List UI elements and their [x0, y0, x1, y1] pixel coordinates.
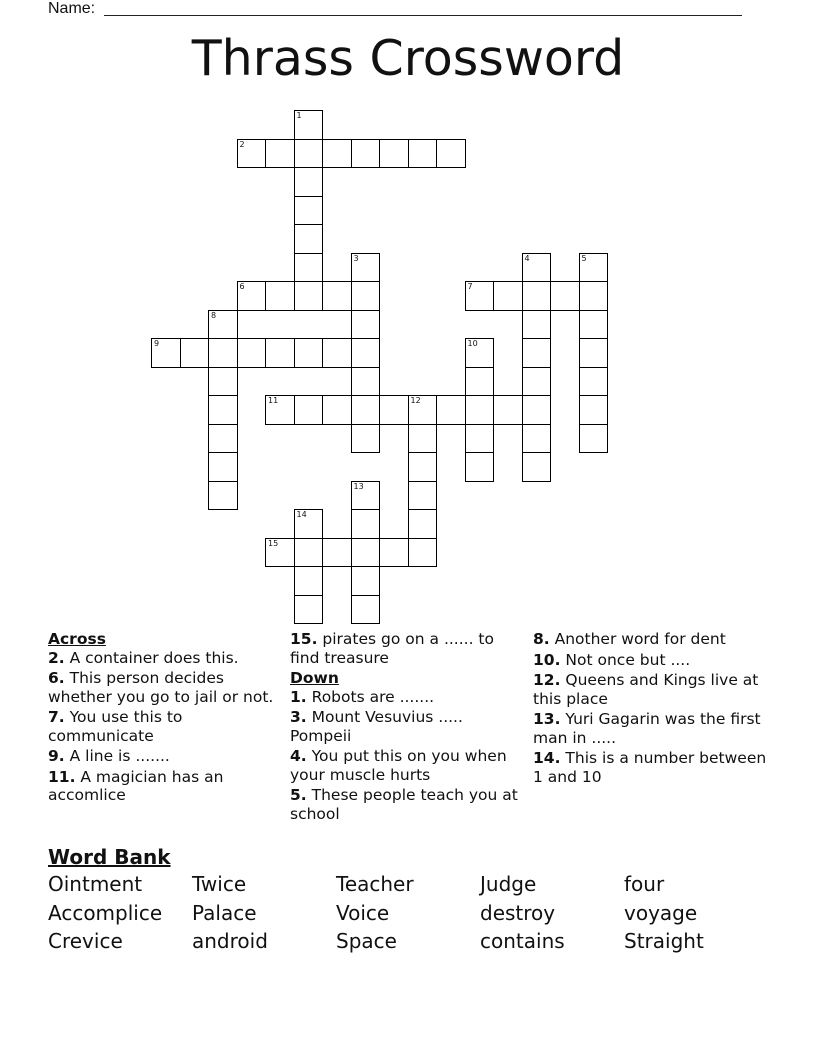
crossword-cell[interactable]: [294, 224, 324, 254]
crossword-cell[interactable]: [379, 139, 409, 169]
page-title: Thrass Crossword: [191, 30, 625, 87]
crossword-cell[interactable]: [351, 595, 381, 625]
cell-number: 13: [353, 481, 364, 491]
cell-number: 7: [467, 282, 473, 291]
clue-down-4: [290, 747, 520, 784]
across-heading: Across: [48, 630, 106, 648]
crossword-cell[interactable]: [151, 338, 181, 368]
crossword-cell[interactable]: [522, 395, 552, 425]
clue-text: This is a number between 1 and 10: [533, 749, 767, 786]
crossword-cell[interactable]: [579, 310, 609, 340]
clue-number: 14.: [533, 749, 561, 767]
crossword-cell[interactable]: [265, 538, 295, 568]
clue-across-15: [290, 630, 520, 667]
clue-text: Mount Vesuvius ..... Pompeii: [290, 708, 463, 745]
crossword-cell[interactable]: [237, 281, 267, 311]
clue-text: These people teach you at school: [290, 786, 518, 823]
crossword-cell[interactable]: [208, 395, 238, 425]
name-label: Name:: [48, 0, 96, 17]
crossword-cell[interactable]: [436, 395, 466, 425]
crossword-cell[interactable]: [351, 281, 381, 311]
cell-number: 2: [239, 139, 245, 149]
crossword-cell[interactable]: [465, 367, 495, 397]
crossword-cell[interactable]: [493, 395, 523, 425]
crossword-cell[interactable]: [522, 424, 552, 454]
clue-text: A line is .......: [69, 747, 170, 765]
crossword-cell[interactable]: [294, 281, 324, 311]
clue-across-6: [48, 669, 278, 706]
crossword-cell[interactable]: [522, 452, 552, 482]
crossword-cell[interactable]: [208, 310, 238, 340]
word-bank-item: Palace: [192, 901, 257, 925]
clue-across-11: [48, 768, 278, 805]
crossword-cell[interactable]: [550, 281, 580, 311]
crossword-cell[interactable]: [351, 310, 381, 340]
crossword-cell[interactable]: [351, 424, 381, 454]
crossword-cell[interactable]: [294, 196, 324, 226]
crossword-cell[interactable]: [294, 110, 324, 140]
clue-number: 5.: [290, 786, 307, 804]
crossword-cell[interactable]: [465, 338, 495, 368]
clue-text: Queens and Kings live at this place: [533, 671, 759, 708]
clue-number: 4.: [290, 747, 307, 765]
crossword-cell[interactable]: [522, 310, 552, 340]
crossword-cell[interactable]: [208, 452, 238, 482]
clue-number: 1.: [290, 687, 307, 706]
clue-text: You use this to communicate: [48, 708, 183, 745]
crossword-cell[interactable]: [294, 139, 324, 169]
crossword-cell[interactable]: [294, 509, 324, 539]
crossword-cell[interactable]: [408, 452, 438, 482]
crossword-cell[interactable]: [351, 338, 381, 368]
clue-number: 6.: [48, 669, 65, 687]
crossword-cell[interactable]: [208, 481, 238, 511]
word-bank-item: voyage: [624, 901, 698, 925]
clue-number: 3.: [290, 708, 307, 726]
clue-down-10: [533, 651, 773, 670]
clue-down-1: [290, 688, 520, 707]
clues-column-2: [290, 630, 520, 825]
crossword-cell[interactable]: [208, 338, 238, 368]
clue-number: 10.: [533, 650, 561, 669]
clue-text: Yuri Gagarin was the first man in .....: [533, 710, 761, 747]
crossword-cell[interactable]: [408, 395, 438, 425]
cell-number: 4: [524, 253, 530, 263]
crossword-cell[interactable]: [322, 281, 352, 311]
clue-text: A container does this.: [69, 648, 239, 667]
word-bank-item: Accomplice: [48, 901, 163, 925]
crossword-cell[interactable]: [408, 538, 438, 568]
clue-down-12: [533, 671, 773, 708]
crossword-cell[interactable]: [351, 253, 381, 283]
crossword-cell[interactable]: [322, 538, 352, 568]
crossword-cell[interactable]: [237, 139, 267, 169]
crossword-cell[interactable]: [465, 424, 495, 454]
name-line[interactable]: [104, 15, 742, 16]
crossword-cell[interactable]: [180, 338, 210, 368]
cell-number: 9: [154, 339, 160, 348]
crossword-cell[interactable]: [493, 281, 523, 311]
word-bank-item: contains: [480, 929, 565, 953]
crossword-cell[interactable]: [408, 424, 438, 454]
crossword-cell[interactable]: [351, 509, 381, 539]
crossword-cell[interactable]: [408, 139, 438, 169]
crossword-cell[interactable]: [294, 167, 324, 197]
crossword-cell[interactable]: [465, 281, 495, 311]
clue-number: 13.: [533, 710, 561, 728]
clue-number: 2.: [48, 648, 65, 667]
crossword-cell[interactable]: [294, 595, 324, 625]
crossword-cell[interactable]: [579, 395, 609, 425]
crossword-cell[interactable]: [379, 538, 409, 568]
cell-number: 3: [353, 253, 359, 263]
clue-down-8: [533, 630, 773, 649]
crossword-cell[interactable]: [522, 338, 552, 368]
crossword-cell[interactable]: [294, 395, 324, 425]
word-bank-item: android: [192, 929, 268, 953]
crossword-cell[interactable]: [322, 395, 352, 425]
clue-number: 15.: [290, 630, 318, 648]
clue-text: You put this on you when your muscle hurts: [290, 747, 507, 784]
crossword-cell[interactable]: [465, 395, 495, 425]
cell-number: 15: [268, 538, 279, 548]
word-bank-item: four: [624, 872, 665, 896]
crossword-cell[interactable]: [436, 139, 466, 169]
clues-column-1: [48, 630, 278, 807]
crossword-cell[interactable]: [351, 395, 381, 425]
clue-across-9: [48, 747, 278, 766]
word-bank-item: Twice: [192, 872, 247, 896]
crossword-cell[interactable]: [208, 367, 238, 397]
clue-text: A magician has an accomlice: [48, 767, 224, 804]
crossword-cell[interactable]: [237, 338, 267, 368]
word-bank-item: Space: [336, 929, 397, 953]
crossword-cell[interactable]: [294, 566, 324, 596]
crossword-cell[interactable]: [294, 538, 324, 568]
clues-column-3: [533, 630, 773, 788]
clue-across-2: [48, 649, 278, 668]
crossword-cell[interactable]: [265, 139, 295, 169]
word-bank-item: destroy: [480, 901, 556, 925]
crossword-cell[interactable]: [408, 509, 438, 539]
crossword-cell[interactable]: [208, 424, 238, 454]
word-bank-item: Crevice: [48, 929, 123, 953]
word-bank-item: Straight: [624, 929, 704, 953]
clue-text: This person decides whether you go to jail or not.: [48, 669, 274, 706]
word-bank-item: Judge: [480, 872, 537, 896]
crossword-cell[interactable]: [351, 566, 381, 596]
clue-number: 7.: [48, 708, 65, 726]
clue-number: 12.: [533, 671, 561, 689]
crossword-cell[interactable]: [351, 139, 381, 169]
clue-across-7: [48, 708, 278, 745]
cell-number: 8: [211, 310, 217, 320]
cell-number: 6: [239, 282, 245, 291]
crossword-cell[interactable]: [265, 281, 295, 311]
clue-number: 9.: [48, 747, 65, 765]
crossword-cell[interactable]: [265, 338, 295, 368]
crossword-cell[interactable]: [579, 424, 609, 454]
clue-text: Not once but ....: [565, 650, 691, 669]
crossword-cell[interactable]: [322, 338, 352, 368]
clue-down-14: [533, 749, 773, 786]
down-heading: Down: [290, 669, 339, 687]
clue-down-5: [290, 786, 520, 823]
cell-number: 11: [268, 396, 279, 405]
word-bank-heading: Word Bank: [48, 845, 171, 869]
cell-number: 10: [467, 339, 478, 348]
crossword-cell[interactable]: [294, 338, 324, 368]
clue-down-3: [290, 708, 520, 745]
cell-number: 12: [410, 396, 421, 405]
crossword-cell[interactable]: [351, 367, 381, 397]
crossword-cell[interactable]: [265, 395, 295, 425]
clue-number: 8.: [533, 630, 550, 648]
word-bank-item: Voice: [336, 901, 390, 925]
crossword-cell[interactable]: [579, 281, 609, 311]
clue-text: Another word for dent: [554, 630, 726, 648]
crossword-cell[interactable]: [522, 367, 552, 397]
crossword-cell[interactable]: [522, 281, 552, 311]
crossword-cell[interactable]: [351, 538, 381, 568]
cell-number: 5: [581, 253, 587, 263]
clue-down-13: [533, 710, 773, 747]
word-bank-item: Teacher: [336, 872, 414, 896]
crossword-cell[interactable]: [379, 395, 409, 425]
cell-number: 1: [296, 111, 302, 120]
crossword-cell[interactable]: [579, 253, 609, 283]
cell-number: 14: [296, 510, 307, 519]
clue-number: 11.: [48, 767, 76, 786]
word-bank-item: Ointment: [48, 872, 143, 896]
clue-text: Robots are .......: [311, 687, 435, 706]
crossword-cell[interactable]: [408, 481, 438, 511]
crossword-cell[interactable]: [465, 452, 495, 482]
clue-text: pirates go on a ...... to find treasure: [290, 630, 494, 667]
crossword-cell[interactable]: [294, 253, 324, 283]
crossword-cell[interactable]: [322, 139, 352, 169]
crossword-cell[interactable]: [579, 338, 609, 368]
crossword-cell[interactable]: [579, 367, 609, 397]
crossword-cell[interactable]: [351, 481, 381, 511]
crossword-cell[interactable]: [522, 253, 552, 283]
